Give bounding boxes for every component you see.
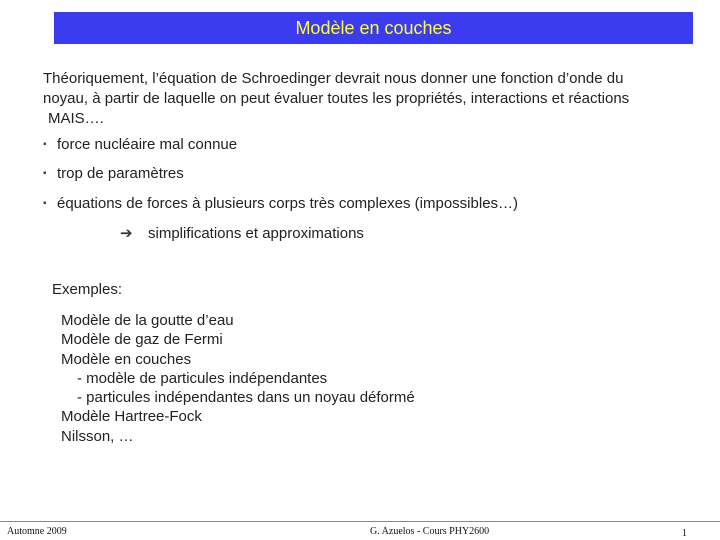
bullet-text: force nucléaire mal connue (57, 136, 238, 153)
bullet-marker-icon: ▪ (43, 168, 47, 179)
example-item: Modèle Hartree-Fock (61, 408, 202, 426)
intro-line: noyau, à partir de laquelle on peut évaluer toutes les propriétés, interactions et réactions (43, 90, 630, 107)
slide-title: Modèle en couches (295, 17, 452, 38)
page-number: 1 (682, 528, 687, 539)
example-item: Nilsson, … (61, 427, 134, 445)
bullet-item (43, 136, 237, 153)
example-item: Modèle de la goutte d’eau (61, 312, 234, 329)
intro-line: Théoriquement, l’équation de Schroedinger devrait nous donner une fonction d’onde du (43, 70, 624, 87)
footer-date: Automne 2009 (7, 526, 67, 537)
footer-divider (0, 521, 720, 522)
intro-line: MAIS…. (48, 110, 104, 127)
bullet-marker-icon: ▪ (43, 139, 47, 150)
conclusion-line (120, 224, 364, 242)
right-arrow-icon: ➔ (120, 225, 133, 242)
footer-course: G. Azuelos - Cours PHY2600 (370, 526, 490, 537)
intro-paragraph (43, 69, 693, 129)
bullet-text: équations de forces à plusieurs corps très complexes (impossibles…) (57, 195, 519, 212)
conclusion-text: simplifications et approximations (148, 225, 364, 242)
bullet-item (43, 195, 518, 212)
example-item: Modèle en couches (61, 350, 192, 368)
example-subitem: - modèle de particules indépendantes (77, 369, 328, 387)
bullet-item (43, 165, 184, 182)
examples-list (61, 311, 415, 446)
bullet-marker-icon: ▪ (43, 198, 47, 209)
example-item: Modèle de gaz de Fermi (61, 331, 223, 349)
example-subitem: - particules indépendantes dans un noyau déformé (77, 389, 415, 407)
examples-heading: Exemples: (52, 281, 123, 298)
title-bar (54, 12, 693, 44)
bullet-text: trop de paramètres (57, 165, 184, 182)
